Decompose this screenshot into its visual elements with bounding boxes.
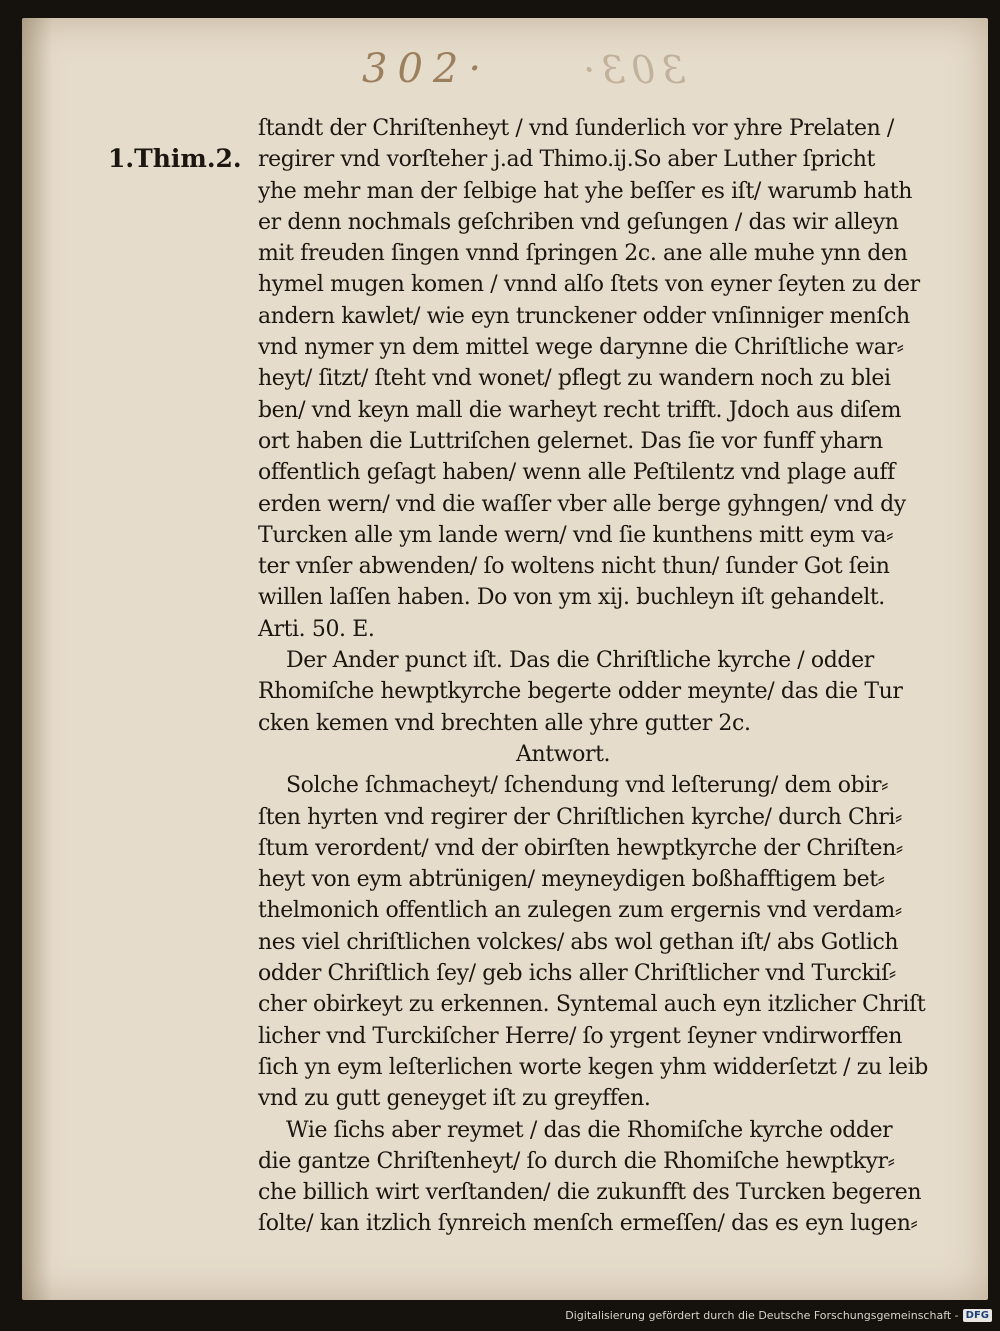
text-line: Wie ſichs aber reymet / das die Rhomiſche kyrche odder xyxy=(286,1117,893,1143)
credit-text: Digitalisierung gefördert durch die Deutsche Forschungsgemeinschaft - xyxy=(565,1309,959,1322)
text-line: hymel mugen komen / vnnd alſo ſtets von eyner ſeyten zu der xyxy=(258,272,920,298)
text-line: thelmonich offentlich an zulegen zum ergernis vnd verdam⸗ xyxy=(258,898,902,924)
text-line: Turcken alle ym lande wern/ vnd ſie kunthens mitt eym va⸗ xyxy=(258,522,893,548)
text-line: licher vnd Turckiſcher Herre/ ſo yrgent ſeyner vndirworffen xyxy=(258,1023,903,1049)
text-line: er denn nochmals geſchriben vnd geſungen / das wir alleyn xyxy=(258,209,899,235)
text-line: heyt von eym abtrünigen/ meyneydigen boßhafftigem bet⸗ xyxy=(258,867,885,893)
text-line: Der Ander punct iſt. Das die Chriſtliche kyrche / odder xyxy=(286,648,874,674)
text-line: odder Chriſtlich ſey/ geb ichs aller Chriſtlicher vnd Turckiſ⸗ xyxy=(258,961,896,987)
text-line: ter vnſer abwenden/ ſo woltens nicht thun/ ſunder Got ſein xyxy=(258,554,890,580)
text-line: cher obirkeyt zu erkennen. Syntemal auch eyn itzlicher Chriſt xyxy=(258,992,926,1018)
text-line: Solche ſchmacheyt/ ſchendung vnd leſterung/ dem obir⸗ xyxy=(286,773,889,799)
text-line: willen laſſen haben. Do von ym xij. buchleyn iſt gehandelt. xyxy=(258,585,885,611)
folio-bleed-through: 303· xyxy=(577,48,686,92)
text-line: regirer vnd vorſteher j.ad Thimo.ij.So aber Luther ſpricht xyxy=(258,147,875,173)
text-line: ort haben die Luttriſchen gelernet. Das ſie vor funff yharn xyxy=(258,428,883,454)
dfg-logo: DFG xyxy=(963,1309,992,1322)
text-line: Rhomiſche hewptkyrche begerte odder meynte/ das die Tur xyxy=(258,679,903,705)
text-line: die gantze Chriſtenheyt/ ſo durch die Rhomiſche hewptkyr⸗ xyxy=(258,1148,895,1174)
section-heading: Antwort. xyxy=(516,741,611,767)
text-line: Arti. 50. E. xyxy=(258,616,375,642)
text-line: nes viel chriſtlichen volckes/ abs wol gethan iſt/ abs Gotlich xyxy=(258,929,899,955)
text-line: offentlich geſagt haben/ wenn alle Peſtilentz vnd plage auff xyxy=(258,460,895,486)
text-line: vnd nymer yn dem mittel wege darynne die Chriſtliche war⸗ xyxy=(258,335,904,361)
text-line: vnd zu gutt geneyget iſt zu greyffen. xyxy=(258,1086,651,1112)
text-block xyxy=(258,113,948,1240)
margin-note: 1.Thim.2. xyxy=(108,144,242,173)
text-line: erden wern/ vnd die waſſer vber alle berge gyhngen/ vnd dy xyxy=(258,491,906,517)
text-line: andern kawlet/ wie eyn trunckener odder vnſinniger menſch xyxy=(258,303,910,329)
text-line: cken kemen vnd brechten alle yhre gutter 2c. xyxy=(258,710,751,736)
text-line: ſtandt der Chriſtenheyt / vnd ſunderlich vor yhre Prelaten / xyxy=(258,116,894,141)
text-line: ſolte/ kan itzlich ſynreich menſch ermeſſen/ das es eyn lugen⸗ xyxy=(258,1211,918,1237)
folio-number: 302· xyxy=(362,46,492,92)
text-line: yhe mehr man der ſelbige hat yhe beſſer es iſt/ warumb hath xyxy=(258,178,912,204)
text-line: ſten hyrten vnd regirer der Chriſtlichen kyrche/ durch Chri⸗ xyxy=(258,804,902,830)
text-line: mit freuden ſingen vnnd ſpringen 2c. ane alle muhe ynn den xyxy=(258,241,908,267)
text-line: heyt/ ſitzt/ ſteht vnd wonet/ pflegt zu wandern noch zu blei xyxy=(258,366,891,392)
text-line: ben/ vnd keyn mall die warheyt recht trifft. Jdoch aus diſem xyxy=(258,397,902,423)
text-line: ſich yn eym leſterlichen worte kegen yhm widderſetzt / zu leib xyxy=(258,1054,928,1080)
digitization-credit xyxy=(565,1309,992,1322)
text-line: che billich wirt verſtanden/ die zukunfft des Turcken begeren xyxy=(258,1180,922,1206)
text-line: ſtum verordent/ vnd der obirſten hewptkyrche der Chriſten⸗ xyxy=(258,835,903,861)
